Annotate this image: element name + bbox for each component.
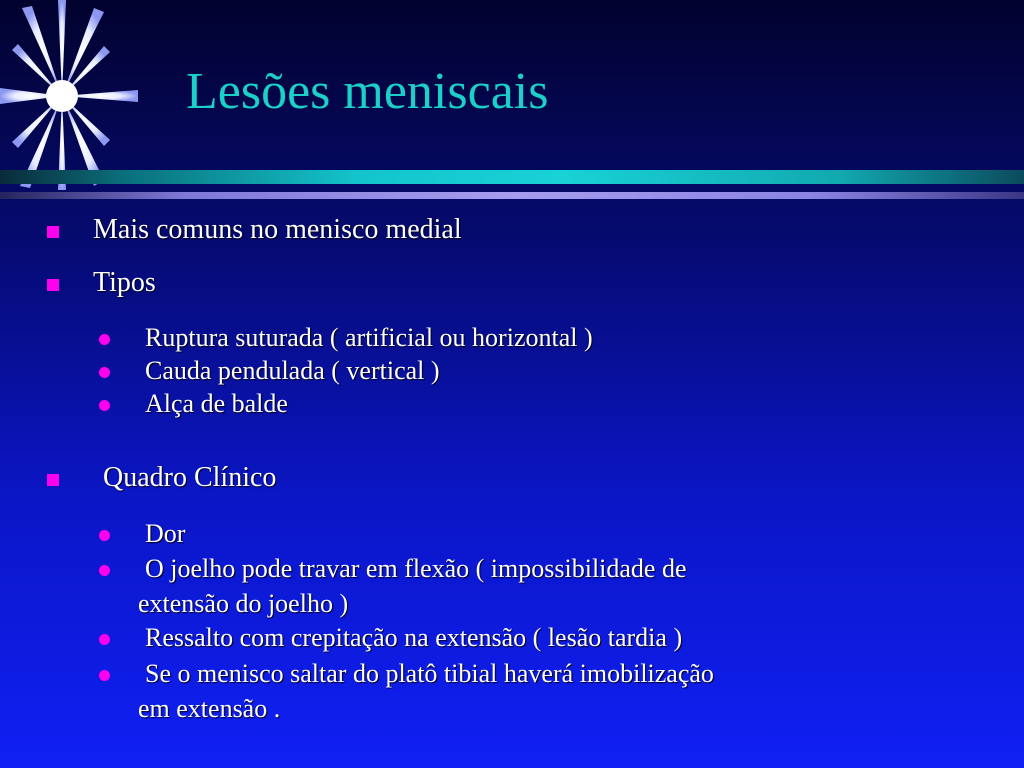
sub-bullet-text: O joelho pode travar em flexão ( impossibilidade de (145, 554, 687, 583)
square-bullet-icon (47, 279, 59, 291)
sub-bullet-text: Ruptura suturada ( artificial ou horizontal ) (145, 323, 593, 352)
round-bullet-icon (99, 400, 110, 411)
sub-bullet-text: Dor (145, 519, 186, 548)
sub-bullet-continuation: extensão do joelho ) (138, 589, 349, 618)
round-bullet-icon (99, 367, 110, 378)
round-bullet-icon (99, 670, 110, 681)
sub-bullet-text: Se o menisco saltar do platô tibial haverá imobilização (145, 659, 714, 688)
sub-bullet-text: Ressalto com crepitação na extensão ( lesão tardia ) (145, 623, 683, 652)
bullet-text: Quadro Clínico (103, 462, 277, 493)
bullet-text: Mais comuns no menisco medial (93, 214, 462, 245)
sub-bullet-text: Alça de balde (145, 389, 288, 418)
sub-bullet-continuation: em extensão . (138, 694, 281, 723)
sub-bullet-text: Cauda pendulada ( vertical ) (145, 356, 440, 385)
round-bullet-icon (99, 530, 110, 541)
bullet-text: Tipos (93, 267, 156, 298)
square-bullet-icon (47, 226, 59, 238)
round-bullet-icon (99, 565, 110, 576)
round-bullet-icon (99, 634, 110, 645)
square-bullet-icon (47, 474, 59, 486)
slide-title: Lesões meniscais (186, 63, 549, 120)
round-bullet-icon (99, 334, 110, 345)
